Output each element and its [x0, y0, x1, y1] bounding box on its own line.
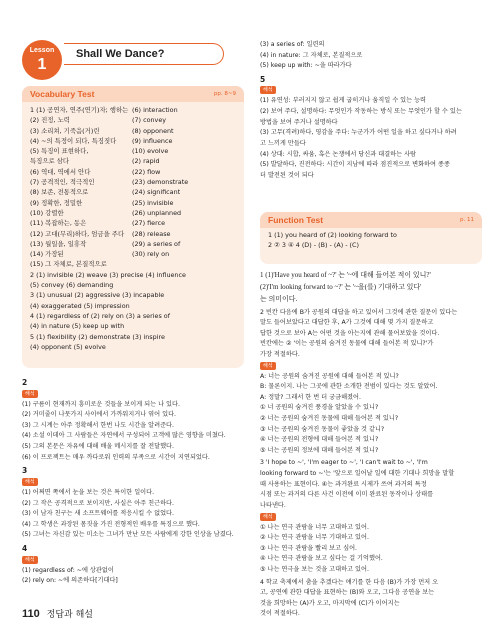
vocab-answer-line: 2 (1) invisible (2) weave (3) precise (4) influence — [30, 270, 186, 279]
vocab-row — [30, 230, 236, 240]
vocab-row — [30, 250, 236, 260]
explanation-line: 3 'I hope to ~', 'I'm eager to ~', 'I can't wait to ~', 'I'm — [260, 459, 428, 467]
function-test-answers — [260, 228, 482, 254]
vocab-row — [30, 137, 236, 147]
vocab-row — [30, 157, 236, 167]
explanation-line: (5) 그의 본문은 자유에 대해 배울 메시지를 잘 전달했다. — [22, 443, 174, 451]
vocab-row — [30, 106, 236, 116]
vocab-answer-left: (13) 월일을, 일휴작 — [30, 239, 87, 248]
explanation-line: 것이 적절하다. — [260, 610, 300, 618]
vocab-row — [30, 240, 236, 250]
question-2-tag: 해석 — [260, 362, 276, 370]
vocab-answer-right: (28) release — [132, 229, 171, 238]
section-4-continued — [260, 40, 482, 71]
question-2-translation — [260, 372, 482, 456]
section-3-number: 3 — [22, 466, 28, 476]
explanation-line: (1) 어쩌면 쪽에서 눈을 보는 것은 특이한 일이다. — [22, 488, 155, 496]
vocab-answer-right: (10) evolve — [132, 147, 169, 156]
question-3-translation — [260, 523, 482, 575]
vocab-answer-right: (29) a series of — [132, 239, 181, 248]
vocab-answer-line: (4) exaggerated (5) impression — [30, 301, 130, 310]
section-2-tag: 해석 — [22, 390, 38, 398]
explanation-line: (3) 고무(격려)하다, 영감을 주다: 누군가가 어떤 일을 하고 싶다거나 하려 — [260, 129, 457, 137]
answer-explanations-right-bottom — [260, 270, 482, 620]
translation-line: ③ 나는 연극 관람을 빨리 보고 싶어. — [260, 544, 358, 552]
explanation-line: 말도 들어보았다고 대답한 후, A가 그것에 대해 몇 가지 질문하고 — [260, 319, 434, 327]
vocab-answer-right: (23) demonstrate — [132, 178, 189, 187]
translation-line: ① 너 공원의 숨겨진 풍경을 알았을 수 있니? — [260, 404, 379, 412]
vocab-row — [30, 199, 236, 209]
page-footer — [22, 606, 93, 623]
explanation-line: (3) 이 남자 친구는 새 소프트웨어를 적응시킬 수 없었다. — [22, 510, 174, 518]
vocab-answer-left: (6) 역대, 역에서 안다 — [30, 167, 91, 176]
vocab-answer-left: (5) 특징이 표현하다, — [30, 147, 89, 156]
explanation-line: 때 사용하는 표현이다. ④는 과거완료 시제가 쓰여 과거의 특정 — [260, 480, 427, 488]
explanation-line: 답한 것으로 보아 A는 어떤 것을 아는지에 관해 물어보았을 것이다. — [260, 329, 440, 337]
explanation-line: (1) regardless of: ~에 상관없이 — [22, 566, 114, 574]
vocab-answer-right: (30) rely on — [132, 250, 170, 259]
vocab-answer-right: (27) fierce — [132, 219, 166, 228]
explanation-line: (5) keep up with: ~을 따라가다 — [260, 62, 352, 70]
vocab-answer-left: (15) 그 자체로, 본질적으로 — [30, 260, 107, 269]
translation-line: A: 너는 공원의 숨겨진 공원에 대해 들어본 적 있니? — [260, 372, 399, 380]
vocab-answer-left: (4) ~의 특정이 되다, 특징짓다 — [30, 136, 117, 145]
footer-label: 정답과 해설 — [46, 610, 93, 620]
function-test-box — [260, 212, 482, 264]
explanation-line: (4) 상대: 시합, 싸움, 혹은 논쟁에서 당신과 대결하는 사람 — [260, 150, 417, 158]
section-2-number: 2 — [22, 378, 28, 387]
vocab-row — [30, 147, 236, 157]
explanation-line: (2) 보여 주다, 설명하다: 무엇인가 작동하는 방식 또는 무엇인가 할 수 있는 — [260, 108, 462, 116]
explanation-line: 방법을 보여 주거나 설명하다 — [260, 118, 338, 126]
explanation-line: (1) 유연성: 부러지지 않고 쉽게 굽히거나 움직일 수 있는 능력 — [260, 97, 427, 105]
explanation-line: 고 느끼게 만들다 — [260, 139, 306, 147]
section-2-explanations — [22, 400, 244, 463]
page-number: 110 — [22, 608, 40, 620]
section-3-explanations — [22, 488, 244, 540]
vocab-row — [30, 188, 236, 198]
vocabulary-test-pages: pp. 8~9 — [213, 90, 236, 97]
explanation-line: (1) 구름이 현재까지 흥미로운 것들을 보이게 되는 나 있다. — [22, 400, 180, 408]
question-3-explanation — [260, 458, 482, 510]
translation-line: ② 나는 연극 관람을 너무 기대하고 있어. — [260, 534, 369, 542]
vocab-answer-left: (14) 가장된 — [30, 250, 64, 259]
translation-line: ① 나는 연극 관람을 너무 고대하고 있어. — [260, 523, 369, 531]
vocabulary-test-box — [22, 86, 244, 368]
vocab-answer-left: 특징으로 삼다 — [30, 157, 70, 166]
lesson-number: 1 — [37, 55, 47, 73]
vocab-answer-right: (8) opponent — [132, 126, 174, 135]
explanation-line: (4) in nature: 그 자체로, 본질적으로 — [260, 51, 363, 59]
vocab-answer-left: (11) 복잡하는, 동은 — [30, 219, 87, 228]
question-4-explanation — [260, 578, 482, 619]
vocab-row — [30, 127, 236, 137]
explanation-line: 는 의미이다. — [260, 294, 298, 303]
vocab-answer-line: (4) in nature (5) keep up with — [30, 322, 125, 331]
vocab-answer-left: (3) 소리쳐, 기죽음(거)린 — [30, 126, 100, 135]
vocab-answer-left: 1 (1) 공연자, 연주(연기)자; 행하는 — [30, 106, 129, 114]
explanation-line: (2) rely on: ~에 의존하다[기대다] — [22, 577, 118, 585]
vocab-answer-line: 3 (1) unusual (2) aggressive (3) incapable — [30, 291, 165, 300]
lesson-badge — [22, 40, 62, 80]
function-test-title: Function Test — [268, 214, 324, 225]
section-4-explanations — [22, 566, 244, 586]
section-4-number: 4 — [22, 543, 28, 553]
translation-line: ⑤ 나는 연극을 보는 것을 고대하고 있어. — [260, 565, 369, 573]
question-3-tag: 해석 — [260, 513, 276, 521]
vocab-answer-right: (6) interaction — [132, 106, 178, 114]
answer-explanations-right-top — [260, 40, 482, 181]
answer-explanations-left — [22, 374, 244, 587]
explanation-line: 시점 또는 과거의 다른 사건 이전에 이미 완료된 동작이나 상태를 — [260, 491, 434, 499]
vocab-answer-right: (9) influence — [132, 136, 173, 145]
vocab-answer-left: (12) 고대(무리)하다, 엄금을 주다 — [30, 229, 125, 238]
vocabulary-answers — [22, 102, 244, 357]
vocab-answer-right: (25) invisible — [132, 198, 174, 207]
vocab-row — [30, 219, 236, 229]
vocab-answer-line: 5 (1) flexibility (2) demonstrate (3) inspire — [30, 332, 165, 341]
vocab-answer-right: (2) rapid — [132, 157, 160, 166]
function-answer-line: 2 ② 3 ④ 4 (D) - (B) - (A) - (C) — [268, 241, 360, 249]
translation-line: ④ 나는 연극 관람을 보고 싶다는 걸 기억했어. — [260, 555, 383, 563]
vocabulary-test-header — [22, 86, 244, 102]
vocab-answer-line: (4) opponent (5) evolve — [30, 342, 106, 351]
translation-line: A: 정말? 그래서 한 번 더 궁금해졌어. — [260, 393, 361, 401]
section-5-tag: 해석 — [260, 86, 276, 94]
translation-line: ② 너는 공원의 숨겨진 동물에 대해 들어본 적 있니? — [260, 415, 399, 423]
explanation-line: 더 발전된 것이 되다 — [260, 171, 314, 179]
vocab-row — [30, 116, 236, 126]
explanation-line: looking forward to ~'는 '앞으로 일어날 일에 대한 기대나 희망을 말할 — [260, 470, 455, 478]
explanation-line: 가장 적절하다. — [260, 350, 300, 358]
vocab-answer-left: (8) 보존, 전통적으로 — [30, 188, 89, 197]
question-2-explanation — [260, 308, 482, 360]
question-1-explanation — [260, 270, 482, 305]
translation-line: ④ 너는 공원의 전형에 대해 들어본 적 있니? — [260, 436, 379, 444]
vocab-answer-right: (22) flow — [132, 167, 161, 176]
explanation-line: (5) 발달하다, 진전하다: 시간이 지남에 따라 점진적으로 변화하여 종종 — [260, 161, 450, 169]
section-3-tag: 해석 — [22, 478, 38, 486]
lesson-title: Shall We Dance? — [64, 43, 224, 65]
explanation-line: (4) 소설 이데아 그 사람들은 자연에서 구성되어 고객에 많은 영향을 미쳤다. — [22, 432, 226, 440]
section-4-tag: 해석 — [22, 556, 38, 564]
explanation-line: (5) 그녀는 자신감 있는 미소는 그녀가 만난 모든 사람에게 강한 인상을 남겼다. — [22, 531, 234, 539]
vocab-answer-left: (7) 공격적인, 적극적인 — [30, 178, 95, 187]
explanation-line: (3) 그 시계는 아주 정확해서 한번 나도 시간을 알려준다. — [22, 421, 174, 429]
explanation-line: 고, 공연에 관한 대답을 표현하는 (B)와 오고, 그다음 공연을 보는 — [260, 589, 435, 597]
explanation-line: 빈칸에는 ② '이는 공원의 숨겨진 동물에 대해 들어본 적 있니?'가 — [260, 340, 434, 348]
vocab-row — [30, 178, 236, 188]
vocab-answer-right: (7) convey — [132, 116, 167, 125]
vocab-answer-right: (26) unplanned — [132, 208, 182, 217]
function-test-page: p. 11 — [460, 216, 474, 223]
vocab-row — [30, 260, 236, 270]
vocab-answer-line: (5) convey (6) demanding — [30, 281, 114, 290]
translation-line: ③ 너는 공원의 숨겨진 동물이 좋았을 것 같니? — [260, 425, 385, 433]
explanation-line: 것을 희망하는 (A)가 오고, 마지막에 (C)가 이어지는 — [260, 599, 400, 607]
translation-line: B: 물론이지. 나는 그곳에 관한 소개한 전범이 있다는 것도 알았어. — [260, 383, 438, 391]
explanation-line: (3) a series of: 일련의 — [260, 41, 325, 48]
vocab-answer-left: (10) 강렬한 — [30, 208, 64, 217]
vocab-answer-right: (24) significant — [132, 188, 181, 197]
explanation-line: (6) 이 프로젝트는 매우 까다로워 인력의 부족으로 시간이 지연되었다. — [22, 453, 210, 461]
vocab-answer-left: (2) 진정, 노력 — [30, 116, 70, 125]
explanation-line: 4 학교 축제에서 춤을 추겠다는 얘기를 한 다음 (B)가 가장 먼저 오 — [260, 578, 439, 586]
explanation-line: (2)'I'm looking forward to ~?' 는 '~을(를) 기대하고 있다' — [260, 282, 422, 291]
explanation-line: 나타낸다. — [260, 501, 286, 509]
vocab-row — [30, 209, 236, 219]
vocab-answer-right — [132, 260, 236, 270]
vocab-answer-left: (9) 정확한, 정밀한 — [30, 198, 83, 207]
explanation-line: (2) 그 작은 공격적으로 보이지만, 사실은 아주 친근하다. — [22, 499, 174, 507]
translation-line: ⑤ 너는 공원의 정보에 대해 들어본 적 있니? — [260, 446, 379, 454]
explanation-line: (2) 거미줄이 나뭇가지 사이에서 가까워지거나 엮어 있다. — [22, 411, 177, 419]
vocabulary-test-title: Vocabulary Test — [30, 88, 95, 99]
explanation-line: 1 (1)'Have you heard of ~?' 는 '~에 대해 들어본 적이 있니?' — [260, 271, 431, 279]
explanation-line: 2 빈칸 다음에 B가 공원의 대답을 하고 있어서 그것에 관한 질문이 있다는 — [260, 308, 458, 316]
section-5-explanations — [260, 96, 482, 180]
function-answer-line: 1 (1) you heard of (2) looking forward to — [268, 231, 397, 239]
lesson-label: Lesson — [29, 47, 55, 54]
explanation-line: (4) 그 학생은 과장된 몸짓을 가진 전형적인 배우를 특징으로 했다. — [22, 520, 200, 528]
section-5-number: 5 — [260, 74, 266, 84]
function-test-header — [260, 212, 482, 228]
vocab-row — [30, 168, 236, 178]
vocab-answer-line: 4 (1) regardless of (2) rely on (3) a series of — [30, 311, 170, 320]
